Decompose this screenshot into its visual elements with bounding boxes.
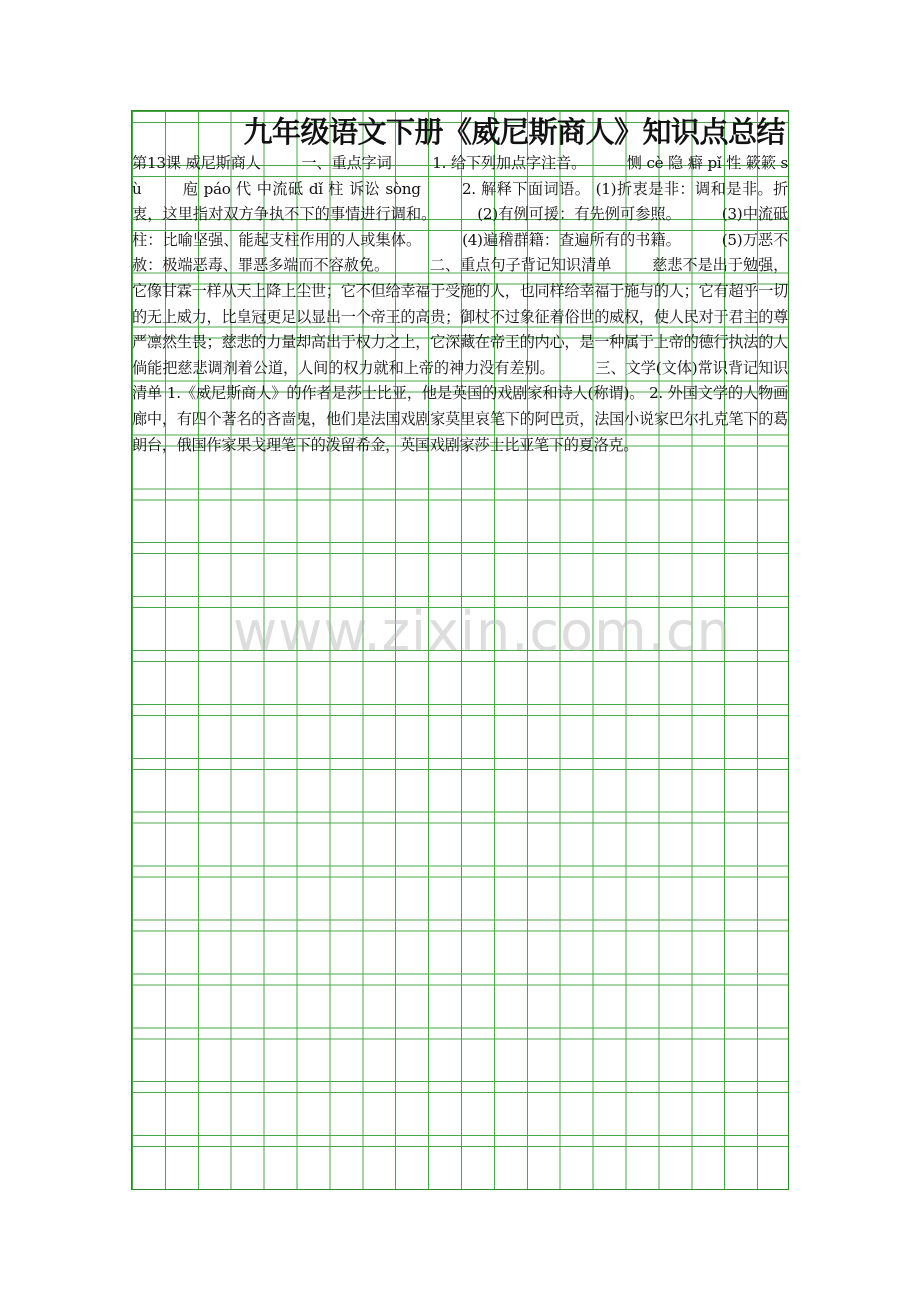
section-heading-vocabulary: 一、重点字词 bbox=[301, 154, 392, 172]
literature-fact-1: 1.《威尼斯商人》的作者是莎士比亚，他是英国的戏剧家和诗人(称谓)。 bbox=[166, 384, 645, 403]
watermark: www.zixin.com.cn bbox=[233, 600, 732, 663]
literature-fact-2: 2. 外国文学的人物画廊中，有四个著名的吝啬鬼，他们是法国戏剧家莫里哀笔下的阿巴贡，法国小说家巴尔扎克笔下的葛朗台，俄国作家果戈理笔下的泼留希金，英国戏剧家莎士比亚笔下的夏洛克。 bbox=[132, 384, 788, 454]
definition-1: (1)折衷是非：调和是非。折衷，这里指对双方争执不下的事情进行调和。 bbox=[132, 179, 788, 224]
definition-2: (2)有例可援：有先例可参照。 bbox=[477, 205, 681, 224]
question-pinyin: 1. 给下列加点字注音。 bbox=[432, 154, 587, 172]
document-body bbox=[132, 151, 788, 458]
pinyin-line-1: 恻 cè 隐 癖 pǐ 性 簌簌 sù bbox=[132, 154, 789, 198]
document-title: 九年级语文下册《威尼斯商人》知识点总结 bbox=[243, 115, 785, 149]
definition-4: (4)遍稽群籍：查遍所有的书籍。 bbox=[462, 230, 681, 249]
question-explain: 2. 解释下面词语。 bbox=[461, 179, 591, 198]
section-heading-sentences: 二、重点句子背记知识清单 bbox=[429, 256, 612, 275]
section-heading-literature: 三、文学(文体)常识背记知识清单 bbox=[132, 358, 789, 403]
key-passage: 慈悲不是出于勉强，它像甘霖一样从天上降上尘世；它不但给幸福于受施的人，也同样给幸福于施与的人；它有超乎一切的无上威力，比皇冠更足以显出一个帝王的高贵；御杖不过象征着俗世的威权，使人民对于君主的尊严凛然生畏；慈悲的力量却高出于权力之上，它深藏在帝王的内心，是一种属于上帝的德行执法的人倘能把慈悲调剂着公道，人间的权力就和上帝的神力没有差别。 bbox=[132, 256, 788, 377]
definition-5: (5)万恶不赦：极端恶毒、罪恶多端而不容赦免。 bbox=[132, 230, 789, 275]
pinyin-line-2: 庖 páo 代 中流砥 dǐ 柱 诉讼 sòng bbox=[182, 179, 421, 198]
definition-3: (3)中流砥柱：比喻坚强、能起支柱作用的人或集体。 bbox=[132, 205, 789, 249]
lesson-heading: 第13课 威尼斯商人 bbox=[132, 154, 261, 172]
